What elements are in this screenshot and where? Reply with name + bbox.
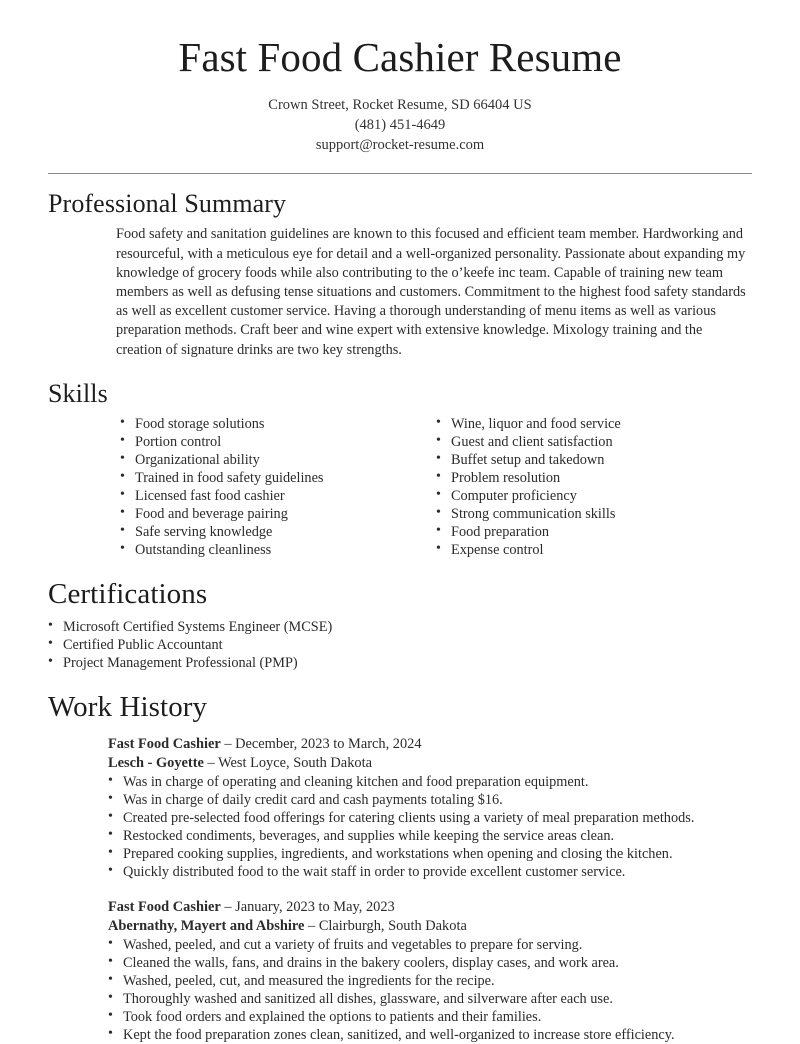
list-item: • Portion control: [120, 433, 436, 451]
job-title-line: [108, 898, 752, 917]
list-item: • Project Management Professional (PMP): [48, 654, 752, 672]
certifications-list: [48, 618, 752, 672]
list-item: • Restocked condiments, beverages, and supplies while keeping the service areas clean.: [108, 827, 752, 845]
job-separator: –: [220, 735, 236, 752]
job-bullets: [108, 773, 752, 881]
job-title-line: [108, 735, 752, 754]
job-bullets: [108, 936, 752, 1044]
header-divider: [48, 173, 752, 174]
section-certifications: [48, 577, 752, 672]
job-company: Abernathy, Mayert and Abshire: [108, 917, 305, 934]
list-item: • Computer proficiency: [436, 487, 752, 505]
job-separator: –: [203, 754, 219, 771]
list-item: • Took food orders and explained the options to patients and their families.: [108, 1008, 752, 1026]
list-item: • Strong communication skills: [436, 505, 752, 523]
list-item: • Washed, peeled, cut, and measured the ingredients for the recipe.: [108, 972, 752, 990]
list-item: • Food storage solutions: [120, 415, 436, 433]
list-item: • Was in charge of operating and cleaning kitchen and food preparation equipment.: [108, 773, 752, 791]
job-location: West Loyce, South Dakota: [218, 754, 372, 771]
list-item: • Quickly distributed food to the wait staff in order to provide excellent customer service.: [108, 863, 752, 881]
section-heading-work-history: Work History: [48, 690, 208, 723]
contact-address: Crown Street, Rocket Resume, SD 66404 US: [268, 97, 532, 114]
summary-text: Food safety and sanitation guidelines are known to this focused and efficient team member. Hardworking and resourceful, with a meticulous eye for detail and a well-organized personality. Passionate about expanding my knowledge of grocery foods while also contributing to the o’keefe inc team. Capable of training new team members as well as defusing tense situations and customers. Commitment to the highest food safety standards as well as excellent customer service. Having a thorough understanding of menu items as well as various preparation methods. Craft beer and wine expert with extensive knowledge. Mixology training and the creation of signature drinks are two key strengths.: [116, 226, 746, 358]
list-item: • Food and beverage pairing: [120, 505, 436, 523]
job-separator: –: [220, 898, 236, 915]
job-separator: –: [304, 917, 319, 934]
section-heading-summary: Professional Summary: [48, 189, 287, 219]
page-title: Fast Food Cashier Resume: [178, 34, 622, 80]
contact-phone: (481) 451-4649: [354, 117, 446, 134]
section-heading-certifications: Certifications: [48, 577, 208, 610]
list-item: • Trained in food safety guidelines: [120, 469, 436, 487]
list-item: • Was in charge of daily credit card and cash payments totaling $16.: [108, 791, 752, 809]
skills-columns: [120, 415, 752, 559]
list-item: • Prepared cooking supplies, ingredients, and workstations when opening and closing the kitchen.: [108, 845, 752, 863]
work-history-entry: [108, 735, 752, 881]
job-dates: December, 2023 to March, 2024: [235, 735, 422, 752]
list-item: • Food preparation: [436, 523, 752, 541]
job-dates: January, 2023 to May, 2023: [235, 898, 395, 915]
list-item: • Wine, liquor and food service: [436, 415, 752, 433]
list-item: • Organizational ability: [120, 451, 436, 469]
job-company-line: [108, 917, 752, 936]
section-skills: [48, 378, 752, 559]
list-item: • Expense control: [436, 541, 752, 559]
list-item: • Problem resolution: [436, 469, 752, 487]
section-heading-skills: Skills: [48, 378, 108, 408]
list-item: • Outstanding cleanliness: [120, 541, 436, 559]
contact-email: support@rocket-resume.com: [315, 137, 485, 154]
list-item: • Certified Public Accountant: [48, 636, 752, 654]
list-item: • Safe serving knowledge: [120, 523, 436, 541]
section-work-history: [48, 690, 752, 1044]
list-item: • Guest and client satisfaction: [436, 433, 752, 451]
job-location: Clairburgh, South Dakota: [318, 917, 467, 934]
skills-list-left: [120, 415, 436, 559]
list-item: • Cleaned the walls, fans, and drains in the bakery coolers, display cases, and work area.: [108, 954, 752, 972]
list-item: • Washed, peeled, and cut a variety of fruits and vegetables to prepare for serving.: [108, 936, 752, 954]
list-item: • Microsoft Certified Systems Engineer (MCSE): [48, 618, 752, 636]
section-professional-summary: [48, 188, 752, 360]
skills-list-right: [436, 415, 752, 559]
job-company-line: [108, 754, 752, 773]
list-item: • Created pre-selected food offerings for catering clients using a variety of meal preparation methods.: [108, 809, 752, 827]
list-item: • Buffet setup and takedown: [436, 451, 752, 469]
list-item: • Thoroughly washed and sanitized all dishes, glassware, and silverware after each use.: [108, 990, 752, 1008]
job-company: Lesch - Goyette: [108, 754, 204, 771]
work-history-entry: [108, 898, 752, 1044]
list-item: • Kept the food preparation zones clean, sanitized, and well-organized to increase store efficiency.: [108, 1026, 752, 1044]
list-item: • Licensed fast food cashier: [120, 487, 436, 505]
work-history-jobs: [48, 735, 752, 1044]
job-title: Fast Food Cashier: [108, 898, 221, 915]
contact-block: [48, 95, 752, 155]
job-title: Fast Food Cashier: [108, 735, 221, 752]
